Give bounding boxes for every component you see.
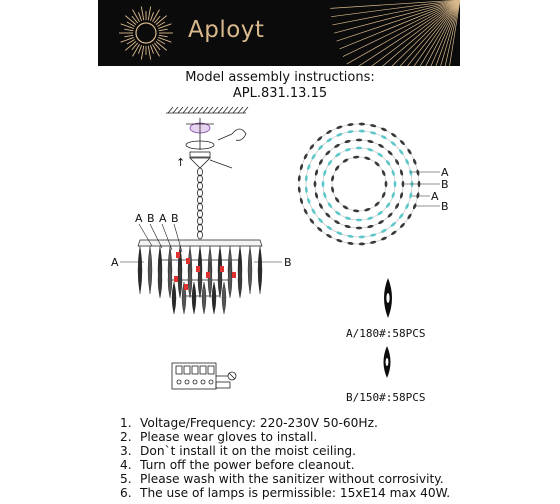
terminal-block-icon: [172, 363, 236, 389]
instruction-item: 6. The use of lamps is permissible: 15xE14 max 40W.: [120, 486, 451, 500]
part-a-label: A/180#:58PCS: [346, 327, 426, 340]
side-label-4: B: [171, 212, 179, 225]
instruction-item: 5. Please wash with the sanitizer without corrosivity.: [120, 472, 444, 486]
crystal-b-icon: [384, 346, 391, 378]
instruction-item: 1. Voltage/Frequency: 220-230V 50-60Hz.: [120, 416, 378, 430]
part-b-label: B/150#:58PCS: [346, 391, 426, 404]
chandelier-body-icon: [138, 240, 262, 314]
side-label-3: A: [159, 212, 167, 225]
side-label-2: B: [147, 212, 155, 225]
ring-label-3: A: [431, 190, 439, 203]
right-label: B: [284, 256, 292, 269]
brand-name: Aployt: [188, 17, 265, 43]
chain-icon: [190, 158, 210, 239]
ring-label-1: A: [441, 166, 449, 179]
svg-text:↑: ↑: [176, 156, 186, 169]
instruction-item: 2. Please wear gloves to install.: [120, 430, 318, 444]
doc-title: Model assembly instructions:: [185, 70, 375, 85]
left-label: A: [111, 256, 119, 269]
instruction-item: 4. Turn off the power before cleanout.: [120, 458, 355, 472]
mounting-bracket-icon: [186, 118, 246, 168]
side-label-1: A: [135, 212, 143, 225]
ceiling-hatch-icon: [166, 107, 248, 113]
ring-label-4: B: [441, 200, 449, 213]
crystal-a-icon: [384, 278, 392, 318]
instructions-list: [120, 416, 450, 500]
instruction-item: 3. Don`t install it on the moist ceiling.: [120, 444, 357, 458]
top-view-rings-icon: [298, 123, 421, 246]
model-number: APL.831.13.15: [232, 86, 328, 101]
ring-label-2: B: [441, 178, 449, 191]
